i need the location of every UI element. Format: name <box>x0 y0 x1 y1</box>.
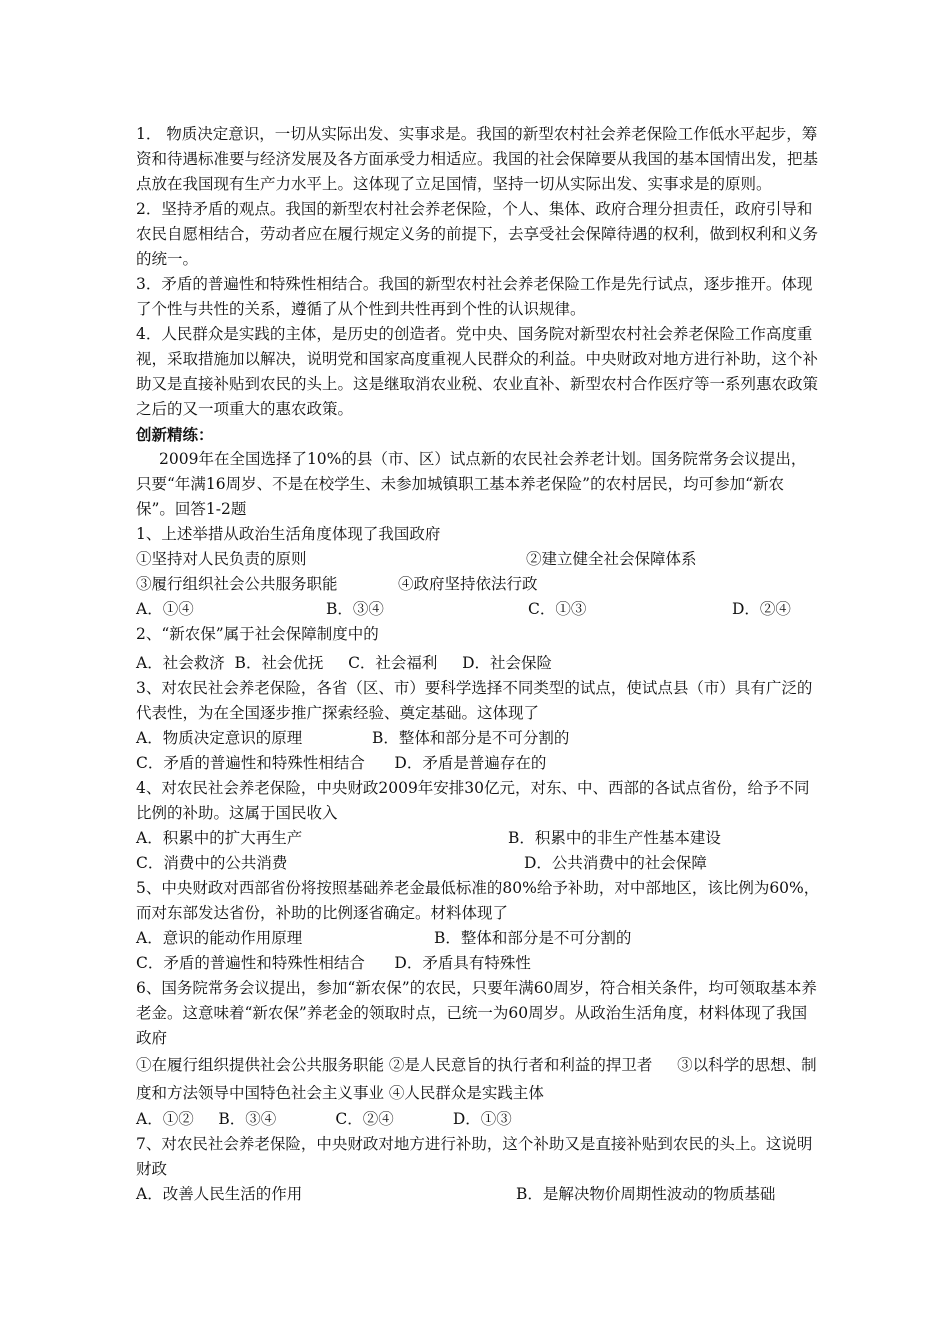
question-7-stem: 7、对农民社会养老保险，中央财政对地方进行补助，这个补助又是直接补贴到农民的头上。这说明财政 <box>136 1135 813 1178</box>
question-6-options: A．①② B．③④ C．②④ D．①③ <box>136 1110 512 1128</box>
question-1-stem: 1、上述举措从政治生活角度体现了我国政府 <box>136 525 441 543</box>
question-4-stem: 4、对农民社会养老保险，中央财政2009年安排30亿元，对东、中、西部的各试点省份，给予不同比例的补助。这属于国民收入 <box>136 779 810 822</box>
analysis-point-2: 2．坚持矛盾的观点。我国的新型农村社会养老保险，个人、集体、政府合理分担责任，政府引导和农民自愿相结合，劳动者应在履行规定义务的前提下，去享受社会保障待遇的权利，做到权利和义务的统一。 <box>136 200 819 268</box>
q3-option-a: A．物质决定意识的原理 <box>136 729 303 747</box>
q1-statement-2: ②建立健全社会保障体系 <box>526 550 697 568</box>
question-4-options-row-2 <box>136 851 820 876</box>
q4-option-b: B．积累中的非生产性基本建设 <box>508 829 721 847</box>
question-3-options-row-2: C．矛盾的普遍性和特殊性相结合 D．矛盾是普遍存在的 <box>136 754 547 772</box>
question-4-options-row-1 <box>136 826 820 851</box>
practice-heading: 创新精练： <box>136 425 214 444</box>
question-2-options: A．社会救济 B．社会优抚 C．社会福利 D．社会保险 <box>136 654 552 672</box>
q1-option-c: C．①③ <box>528 600 587 618</box>
q1-statement-3: ③履行组织社会公共服务职能 <box>136 575 338 593</box>
q1-option-b: B．③④ <box>326 600 384 618</box>
analysis-point-1: 1． 物质决定意识，一切从实际出发、实事求是。我国的新型农村社会养老保险工作低水平起步，筹资和待遇标准要与经济发展及各方面承受力相适应。我国的社会保障要从我国的基本国情出发，把基点放在我国现有生产力水平上。这体现了立足国情，坚持一切从实际出发、实事求是的原则。 <box>136 125 819 193</box>
question-7-options-row-1 <box>136 1182 820 1207</box>
question-5-options-row-2: C．矛盾的普遍性和特殊性相结合 D．矛盾具有特殊性 <box>136 954 531 972</box>
q7-option-a: A．改善人民生活的作用 <box>136 1185 303 1203</box>
question-1-options <box>136 597 820 622</box>
question-2-stem: 2、“新农保”属于社会保障制度中的 <box>136 625 379 643</box>
q1-option-d: D．②④ <box>732 600 791 618</box>
q3-option-b: B．整体和部分是不可分割的 <box>372 729 570 747</box>
q4-option-c: C．消费中的公共消费 <box>136 854 288 872</box>
q1-option-a: A．①④ <box>136 600 194 618</box>
question-1-statements-row-2 <box>136 572 820 597</box>
question-5-options-row-1 <box>136 926 820 951</box>
question-6-statements: ①在履行组织提供社会公共服务职能 ②是人民意旨的执行者和利益的捍卫者 ③以科学的思想、制度和方法领导中国特色社会主义事业 ④人民群众是实践主体 <box>136 1056 817 1102</box>
q7-option-b: B．是解决物价周期性波动的物质基础 <box>516 1185 776 1203</box>
question-3-options-row-1 <box>136 726 820 751</box>
q5-option-b: B．整体和部分是不可分割的 <box>434 929 632 947</box>
material-paragraph: 2009年在全国选择了10%的县（市、区）试点新的农民社会养老计划。国务院常务会议提出，只要“年满16周岁、不是在校学生、未参加城镇职工基本养老保险”的农村居民，均可参加“新农保”。回答1-2题 <box>136 450 807 518</box>
analysis-point-3: 3．矛盾的普遍性和特殊性相结合。我国的新型农村社会养老保险工作是先行试点，逐步推开。体现了个性与共性的关系，遵循了从个性到共性再到个性的认识规律。 <box>136 275 813 318</box>
q1-statement-4: ④政府坚持依法行政 <box>398 575 538 593</box>
question-1-statements-row-1 <box>136 547 820 572</box>
document-page <box>136 122 820 1207</box>
analysis-point-4: 4．人民群众是实践的主体，是历史的创造者。党中央、国务院对新型农村社会养老保险工作高度重视，采取措施加以解决，说明党和国家高度重视人民群众的利益。中央财政对地方进行补助，这个补助又是直接补贴到农民的头上。这是继取消农业税、农业直补、新型农村合作医疗等一系列惠农政策之后的又一项重大的惠农政策。 <box>136 325 819 418</box>
q4-option-a: A．积累中的扩大再生产 <box>136 829 303 847</box>
question-5-stem: 5、中央财政对西部省份将按照基础养老金最低标准的80%给予补助，对中部地区，该比例为60%，而对东部发达省份，补助的比例逐省确定。材料体现了 <box>136 879 820 922</box>
q5-option-a: A．意识的能动作用原理 <box>136 929 303 947</box>
q4-option-d: D．公共消费中的社会保障 <box>524 854 707 872</box>
question-3-stem: 3、对农民社会养老保险，各省（区、市）要科学选择不同类型的试点，使试点县（市）具有广泛的代表性，为在全国逐步推广探索经验、奠定基础。这体现了 <box>136 679 813 722</box>
question-6-stem: 6、国务院常务会议提出，参加“新农保”的农民，只要年满60周岁，符合相关条件，均可领取基本养老金。这意味着“新农保”养老金的领取时点，已统一为60周岁。从政治生活角度，材料体现了我国政府 <box>136 979 817 1047</box>
q1-statement-1: ①坚持对人民负责的原则 <box>136 550 307 568</box>
